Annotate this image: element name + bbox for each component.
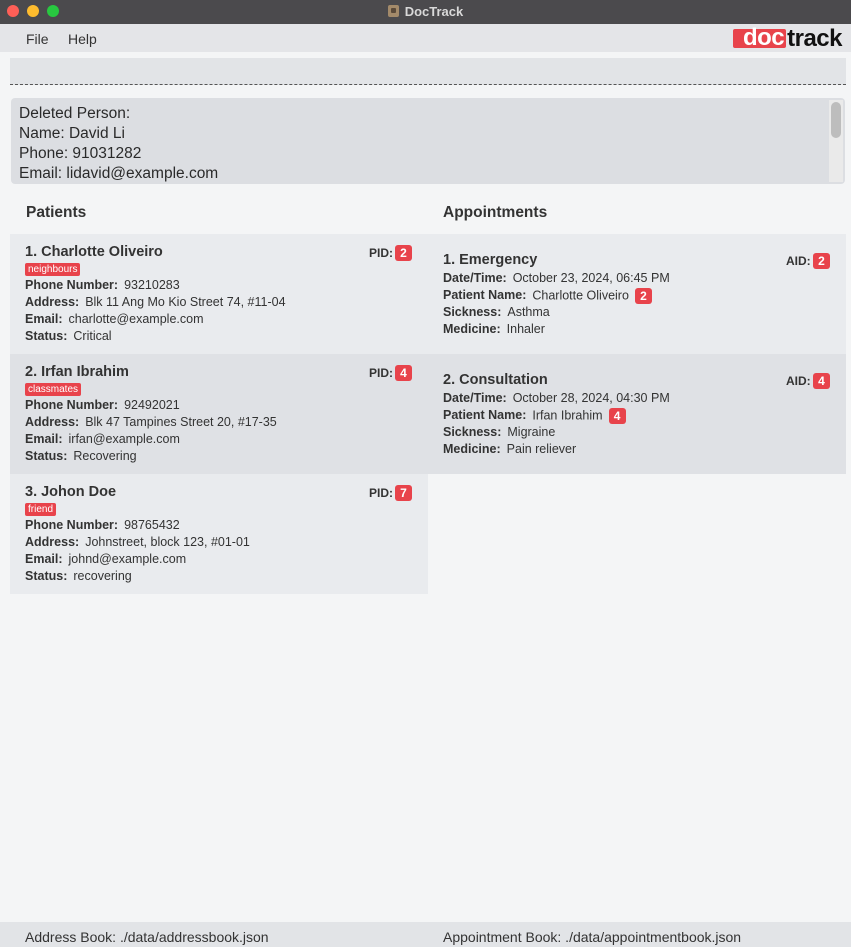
appointment-sickness bbox=[443, 425, 555, 439]
field-value: 93210283 bbox=[124, 278, 180, 292]
appointment-patient bbox=[443, 288, 652, 304]
aid-label: AID: bbox=[786, 374, 811, 388]
patient-status bbox=[25, 449, 137, 463]
field-value: johnd@example.com bbox=[68, 552, 187, 566]
patient-email bbox=[25, 432, 180, 446]
field-label: Email: bbox=[25, 312, 63, 326]
field-label: Date/Time: bbox=[443, 391, 507, 405]
patient-card[interactable] bbox=[10, 354, 428, 474]
field-value: Critical bbox=[73, 329, 112, 343]
patient-phone bbox=[25, 278, 180, 292]
appointment-name: 1. Emergency bbox=[443, 252, 538, 268]
pid-badge: 2 bbox=[395, 245, 412, 261]
field-value: Blk 47 Tampines Street 20, #17-35 bbox=[85, 415, 277, 429]
result-line: Deleted Person: bbox=[19, 105, 131, 122]
result-scrollbar-thumb[interactable] bbox=[831, 102, 841, 138]
pid-label: PID: bbox=[369, 246, 393, 260]
field-value: recovering bbox=[73, 569, 132, 583]
menu-bar bbox=[0, 24, 851, 52]
doctrack-logo bbox=[733, 24, 842, 52]
aid-label: AID: bbox=[786, 254, 811, 268]
pid-label: PID: bbox=[369, 486, 393, 500]
appointment-book-path: Appointment Book: ./data/appointmentbook.json bbox=[443, 929, 742, 945]
address-book-path: Address Book: ./data/addressbook.json bbox=[25, 929, 269, 945]
patient-address bbox=[25, 295, 286, 309]
patient-email bbox=[25, 312, 203, 326]
field-value: Irfan Ibrahim bbox=[532, 408, 603, 423]
field-label: Email: bbox=[25, 432, 63, 446]
field-label: Status: bbox=[25, 329, 68, 343]
patient-address bbox=[25, 535, 250, 549]
patient-address bbox=[25, 415, 277, 429]
patient-email bbox=[25, 552, 186, 566]
field-label: Sickness: bbox=[443, 305, 502, 319]
field-value: Johnstreet, block 123, #01-01 bbox=[85, 535, 250, 549]
patient-card[interactable] bbox=[10, 474, 428, 594]
field-value: Recovering bbox=[73, 449, 137, 463]
appointments-title: Appointments bbox=[443, 204, 548, 221]
aid-badge: 4 bbox=[813, 373, 830, 389]
patient-phone bbox=[25, 518, 180, 532]
menu-help[interactable]: Help bbox=[68, 31, 97, 47]
patient-id-badge: 2 bbox=[635, 288, 652, 304]
patient-name: 3. Johon Doe bbox=[25, 484, 117, 500]
patients-title: Patients bbox=[26, 204, 87, 221]
appointment-patient bbox=[443, 408, 626, 424]
patient-id-badge: 4 bbox=[609, 408, 626, 424]
field-label: Phone Number: bbox=[25, 278, 119, 292]
patient-status bbox=[25, 329, 112, 343]
field-label: Patient Name: bbox=[443, 288, 527, 303]
field-label: Address: bbox=[25, 415, 80, 429]
field-label: Phone Number: bbox=[25, 398, 119, 412]
appointment-datetime bbox=[443, 391, 670, 405]
patient-name: 1. Charlotte Oliveiro bbox=[25, 244, 163, 260]
pid-badge: 4 bbox=[395, 365, 412, 381]
appointment-datetime bbox=[443, 271, 670, 285]
app-icon bbox=[388, 5, 399, 17]
field-label: Status: bbox=[25, 569, 68, 583]
field-label: Medicine: bbox=[443, 442, 501, 456]
title-bar bbox=[0, 0, 851, 24]
field-value: Inhaler bbox=[506, 322, 545, 336]
field-label: Address: bbox=[25, 535, 80, 549]
field-value: Pain reliever bbox=[506, 442, 577, 456]
field-label: Date/Time: bbox=[443, 271, 507, 285]
result-line: Name: David Li bbox=[19, 125, 125, 142]
pid-badge: 7 bbox=[395, 485, 412, 501]
field-label: Phone Number: bbox=[25, 518, 119, 532]
appointment-sickness bbox=[443, 305, 550, 319]
window-title: DocTrack bbox=[404, 3, 464, 19]
field-value: October 23, 2024, 06:45 PM bbox=[512, 271, 670, 285]
field-value: Migraine bbox=[507, 425, 556, 439]
field-label: Email: bbox=[25, 552, 63, 566]
field-value: Charlotte Oliveiro bbox=[532, 288, 629, 303]
aid-badge: 2 bbox=[813, 253, 830, 269]
pid-label: PID: bbox=[369, 366, 393, 380]
field-value: October 28, 2024, 04:30 PM bbox=[512, 391, 670, 405]
patient-card[interactable] bbox=[10, 234, 428, 354]
menu-file[interactable]: File bbox=[26, 31, 49, 47]
logo-doc-text: doc bbox=[733, 29, 786, 48]
field-label: Sickness: bbox=[443, 425, 502, 439]
result-display bbox=[11, 98, 845, 184]
field-value: Blk 11 Ang Mo Kio Street 74, #11-04 bbox=[85, 295, 286, 309]
patient-phone bbox=[25, 398, 180, 412]
field-value: 92492021 bbox=[124, 398, 180, 412]
field-label: Medicine: bbox=[443, 322, 501, 336]
patient-name: 2. Irfan Ibrahim bbox=[25, 364, 129, 380]
appointment-name: 2. Consultation bbox=[443, 372, 548, 388]
command-input[interactable] bbox=[10, 58, 846, 85]
field-value: 98765432 bbox=[124, 518, 180, 532]
status-bar bbox=[0, 922, 851, 947]
patient-tag: friend bbox=[25, 503, 56, 516]
field-label: Status: bbox=[25, 449, 68, 463]
field-label: Address: bbox=[25, 295, 80, 309]
result-text bbox=[19, 104, 218, 184]
appointment-medicine bbox=[443, 322, 545, 336]
logo-track-text: track bbox=[787, 25, 842, 52]
field-value: Asthma bbox=[507, 305, 550, 319]
appointment-card[interactable] bbox=[428, 354, 846, 474]
result-line: Email: lidavid@example.com bbox=[19, 165, 219, 182]
patient-tag: neighbours bbox=[25, 263, 80, 276]
field-label: Patient Name: bbox=[443, 408, 527, 423]
field-value: irfan@example.com bbox=[68, 432, 180, 446]
patient-status bbox=[25, 569, 132, 583]
appointment-medicine bbox=[443, 442, 576, 456]
appointment-card[interactable] bbox=[428, 234, 846, 354]
result-line: Phone: 91031282 bbox=[19, 145, 142, 162]
field-value: charlotte@example.com bbox=[68, 312, 204, 326]
patient-tag: classmates bbox=[25, 383, 81, 396]
